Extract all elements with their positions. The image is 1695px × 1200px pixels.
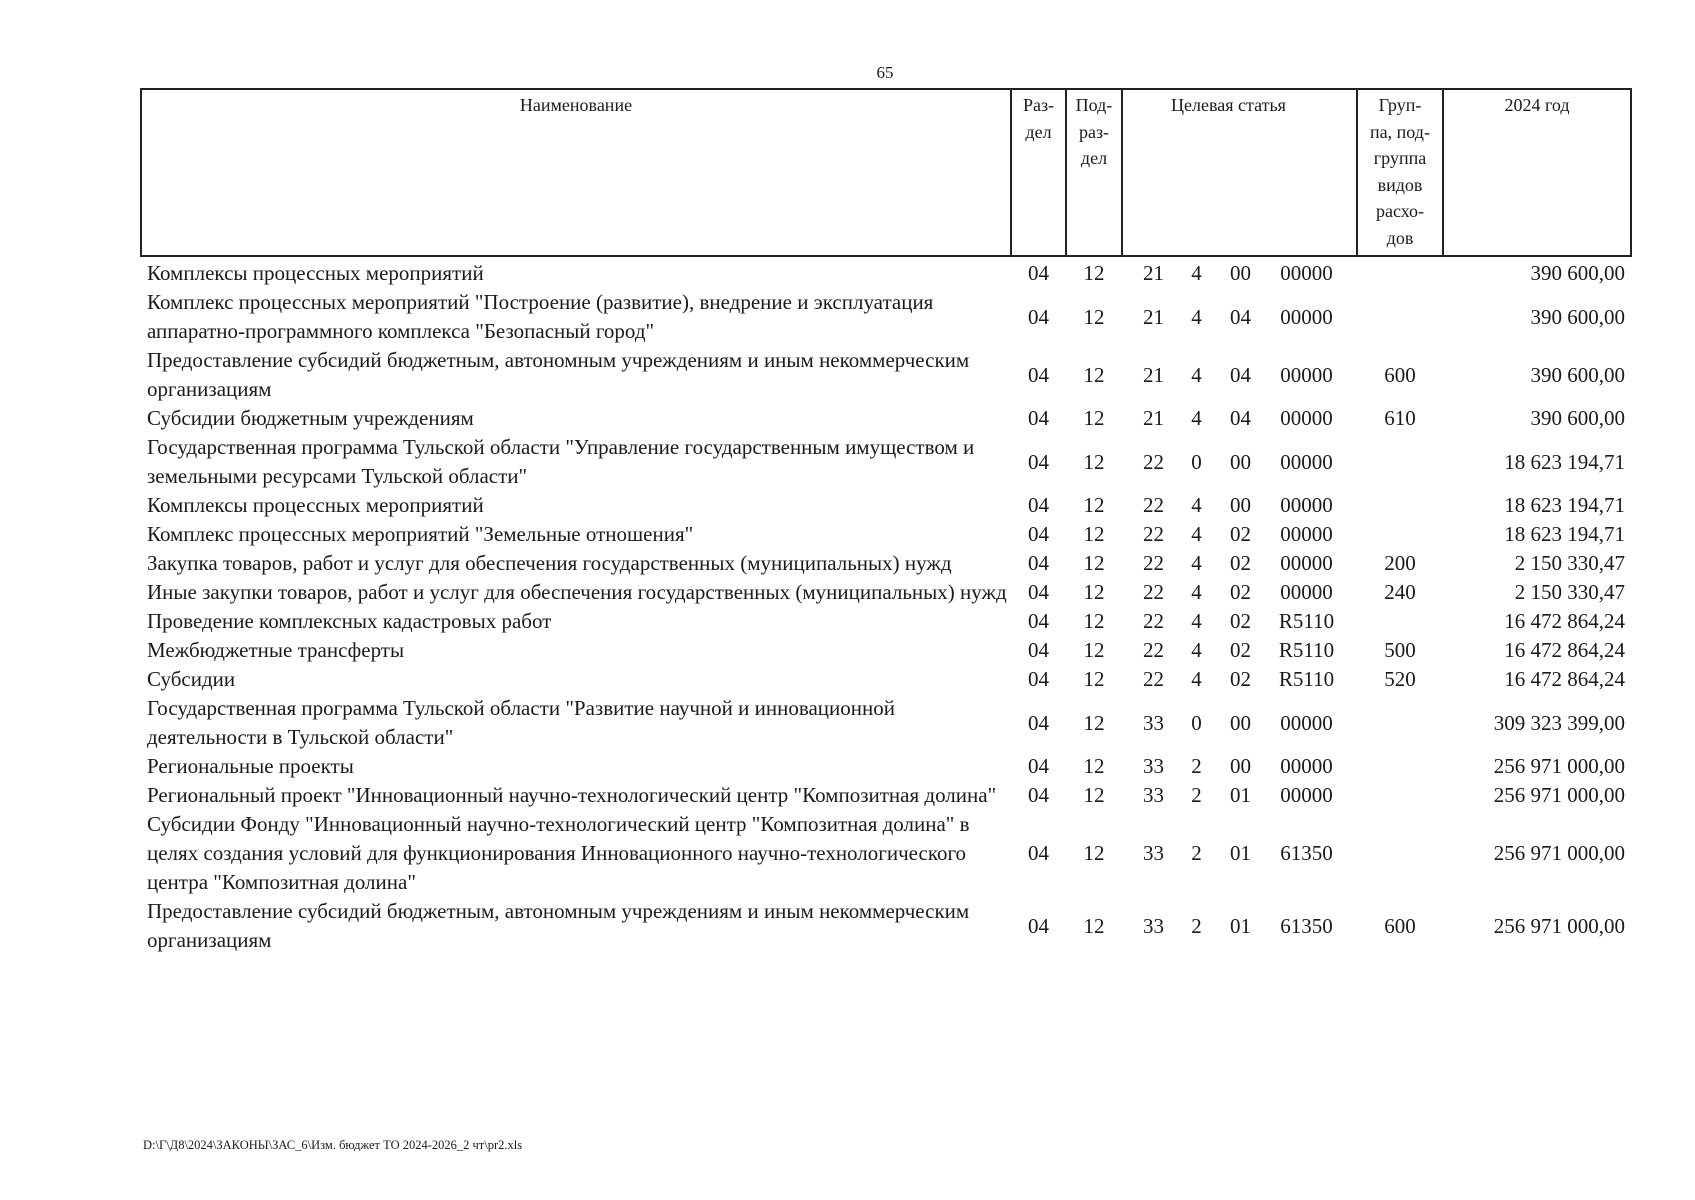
- target-code-t1: 22: [1143, 493, 1164, 517]
- header-target: Целевая статья: [1122, 89, 1357, 256]
- target-code-t3: 04: [1230, 406, 1251, 430]
- row-razdel: 04: [1028, 406, 1049, 430]
- row-amount: 390 600,00: [1530, 261, 1625, 285]
- row-name: Региональные проекты: [147, 754, 354, 778]
- target-code-t4: 00000: [1280, 406, 1333, 430]
- target-code-t3: 04: [1230, 362, 1251, 387]
- row-name: Межбюджетные трансферты: [147, 638, 405, 662]
- target-code-t1: 22: [1143, 522, 1164, 546]
- row-razdel: 04: [1028, 841, 1049, 865]
- target-code-t3: 02: [1230, 551, 1251, 575]
- row-target-article: [1122, 346, 1357, 404]
- target-code-t1: 21: [1143, 406, 1164, 430]
- row-target-article: [1122, 433, 1357, 491]
- row-razdel: 04: [1028, 304, 1049, 329]
- row-amount: 309 323 399,00: [1493, 710, 1625, 735]
- target-code-t1: 22: [1143, 667, 1164, 691]
- target-code-t3: 04: [1230, 304, 1251, 329]
- row-podrazdel: 12: [1083, 754, 1105, 778]
- row-target-article: [1122, 549, 1357, 578]
- target-code-t4: 00000: [1280, 304, 1333, 329]
- table-row: [141, 607, 1631, 636]
- target-code-t4: 00000: [1280, 783, 1333, 807]
- row-podrazdel: 12: [1083, 522, 1105, 546]
- row-group: 600: [1384, 362, 1416, 387]
- row-amount: 16 472 864,24: [1504, 609, 1625, 633]
- target-code-t1: 33: [1143, 710, 1164, 735]
- row-amount: 18 623 194,71: [1504, 493, 1625, 517]
- row-podrazdel: 12: [1083, 304, 1105, 329]
- header-razdel: Раз- дел: [1011, 89, 1066, 256]
- row-group: [1357, 694, 1443, 752]
- target-code-t3: 00: [1230, 449, 1251, 474]
- row-name: Субсидии бюджетным учреждениям: [147, 406, 474, 430]
- row-group: 610: [1384, 406, 1416, 430]
- target-code-t3: 00: [1230, 261, 1251, 285]
- row-razdel: 04: [1028, 580, 1049, 604]
- row-group: 500: [1384, 638, 1416, 662]
- row-podrazdel: 12: [1083, 913, 1105, 938]
- target-code-t1: 22: [1143, 551, 1164, 575]
- target-code-t2: 4: [1191, 304, 1202, 329]
- row-target-article: [1122, 810, 1357, 897]
- row-amount: 16 472 864,24: [1504, 638, 1625, 662]
- row-podrazdel: 12: [1083, 783, 1105, 807]
- row-podrazdel: 12: [1083, 362, 1105, 387]
- table-row: [141, 491, 1631, 520]
- row-group: [1357, 288, 1443, 346]
- row-target-article: [1122, 897, 1357, 955]
- row-razdel: 04: [1028, 551, 1049, 575]
- target-code-t4: 00000: [1280, 580, 1333, 604]
- table-row: [141, 897, 1631, 955]
- target-code-t1: 33: [1143, 913, 1164, 938]
- target-code-t2: 4: [1191, 522, 1202, 546]
- row-amount: 390 600,00: [1530, 304, 1625, 329]
- row-group: [1357, 433, 1443, 491]
- row-razdel: 04: [1028, 783, 1049, 807]
- header-year: 2024 год: [1443, 89, 1631, 256]
- row-group: [1357, 491, 1443, 520]
- row-group: [1357, 781, 1443, 810]
- row-podrazdel: 12: [1083, 406, 1105, 430]
- target-code-t3: 02: [1230, 580, 1251, 604]
- target-code-t1: 22: [1143, 638, 1164, 662]
- table-body: [141, 256, 1631, 955]
- table-row: [141, 810, 1631, 897]
- target-code-t4: R5110: [1278, 609, 1335, 633]
- table-row: [141, 433, 1631, 491]
- row-podrazdel: 12: [1083, 261, 1105, 285]
- row-name: Комплексы процессных мероприятий: [147, 261, 484, 285]
- target-code-t2: 4: [1191, 609, 1202, 633]
- target-code-t1: 22: [1143, 609, 1164, 633]
- page-number: 65: [876, 63, 894, 82]
- target-code-t2: 2: [1191, 841, 1202, 865]
- row-group: [1357, 752, 1443, 781]
- row-amount: 256 971 000,00: [1493, 913, 1625, 938]
- row-podrazdel: 12: [1083, 710, 1105, 735]
- row-name: Государственная программа Тульской области "Развитие научной и инновационной деятельности в Тульской области": [147, 696, 895, 749]
- row-razdel: 04: [1028, 362, 1049, 387]
- table-row: [141, 520, 1631, 549]
- target-code-t3: 01: [1230, 783, 1251, 807]
- target-code-t3: 00: [1230, 493, 1251, 517]
- target-code-t2: 0: [1191, 449, 1202, 474]
- target-code-t2: 4: [1191, 551, 1202, 575]
- row-name: Субсидии Фонду "Инновационный научно-технологический центр "Композитная долина" в целях создания условий для функционирования Инновационного научно-технологического центра "Композитная долина": [147, 812, 970, 894]
- row-name: Региональный проект "Инновационный научно-технологический центр "Композитная долина": [147, 783, 997, 807]
- row-razdel: 04: [1028, 667, 1049, 691]
- row-name: Субсидии: [147, 667, 236, 691]
- header-group: Груп- па, под- группа видов расхо- дов: [1357, 89, 1443, 256]
- row-podrazdel: 12: [1083, 551, 1105, 575]
- row-target-article: [1122, 288, 1357, 346]
- table-row: [141, 404, 1631, 433]
- target-code-t4: 00000: [1280, 362, 1333, 387]
- target-code-t1: 22: [1143, 580, 1164, 604]
- target-code-t4: 00000: [1280, 522, 1333, 546]
- target-code-t1: 33: [1143, 783, 1164, 807]
- row-group: 200: [1384, 551, 1416, 575]
- row-razdel: 04: [1028, 609, 1049, 633]
- target-code-t4: 00000: [1280, 754, 1333, 778]
- row-target-article: [1122, 404, 1357, 433]
- row-razdel: 04: [1028, 449, 1049, 474]
- target-code-t2: 4: [1191, 493, 1202, 517]
- target-code-t2: 4: [1191, 667, 1202, 691]
- row-podrazdel: 12: [1083, 609, 1105, 633]
- target-code-t1: 22: [1143, 449, 1164, 474]
- row-name: Проведение комплексных кадастровых работ: [147, 609, 552, 633]
- row-podrazdel: 12: [1083, 638, 1105, 662]
- row-target-article: [1122, 752, 1357, 781]
- row-amount: 256 971 000,00: [1493, 783, 1625, 807]
- row-amount: 390 600,00: [1530, 406, 1625, 430]
- row-target-article: [1122, 520, 1357, 549]
- row-amount: 2 150 330,47: [1514, 551, 1625, 575]
- row-target-article: [1122, 578, 1357, 607]
- row-name: Комплексы процессных мероприятий: [147, 493, 484, 517]
- target-code-t2: 4: [1191, 406, 1202, 430]
- target-code-t2: 4: [1191, 261, 1202, 285]
- row-group: 600: [1384, 913, 1416, 938]
- row-podrazdel: 12: [1083, 493, 1105, 517]
- target-code-t1: 33: [1143, 754, 1164, 778]
- target-code-t3: 01: [1230, 913, 1251, 938]
- row-target-article: [1122, 607, 1357, 636]
- target-code-t4: R5110: [1278, 638, 1335, 662]
- header-name: Наименование: [141, 89, 1011, 256]
- row-razdel: 04: [1028, 710, 1049, 735]
- row-podrazdel: 12: [1083, 841, 1105, 865]
- row-podrazdel: 12: [1083, 580, 1105, 604]
- table-header-row: [141, 89, 1631, 256]
- row-target-article: [1122, 256, 1357, 288]
- row-amount: 2 150 330,47: [1514, 580, 1625, 604]
- table-row: [141, 256, 1631, 288]
- table-row: [141, 578, 1631, 607]
- row-name: Закупка товаров, работ и услуг для обеспечения государственных (муниципальных) нужд: [147, 551, 952, 575]
- target-code-t2: 0: [1191, 710, 1202, 735]
- target-code-t4: 61350: [1280, 913, 1333, 938]
- row-razdel: 04: [1028, 261, 1049, 285]
- target-code-t4: 00000: [1280, 449, 1333, 474]
- row-name: Комплекс процессных мероприятий "Земельные отношения": [147, 522, 694, 546]
- target-code-t1: 21: [1143, 362, 1164, 387]
- target-code-t1: 33: [1143, 841, 1164, 865]
- target-code-t4: 61350: [1280, 841, 1333, 865]
- target-code-t1: 21: [1143, 304, 1164, 329]
- target-code-t3: 00: [1230, 710, 1251, 735]
- row-group: [1357, 607, 1443, 636]
- target-code-t2: 2: [1191, 913, 1202, 938]
- row-name: Предоставление субсидий бюджетным, автономным учреждениям и иным некоммерческим организациям: [147, 348, 970, 401]
- row-target-article: [1122, 694, 1357, 752]
- row-razdel: 04: [1028, 638, 1049, 662]
- header-podrazdel: Под- раз- дел: [1066, 89, 1122, 256]
- target-code-t4: 00000: [1280, 551, 1333, 575]
- row-amount: 18 623 194,71: [1504, 449, 1625, 474]
- budget-table: [140, 88, 1632, 955]
- target-code-t3: 02: [1230, 638, 1251, 662]
- target-code-t4: 00000: [1280, 493, 1333, 517]
- row-target-article: [1122, 636, 1357, 665]
- row-target-article: [1122, 491, 1357, 520]
- row-group: 520: [1384, 667, 1416, 691]
- table-row: [141, 752, 1631, 781]
- target-code-t4: R5110: [1278, 667, 1335, 691]
- target-code-t2: 2: [1191, 783, 1202, 807]
- target-code-t3: 02: [1230, 609, 1251, 633]
- row-razdel: 04: [1028, 493, 1049, 517]
- row-amount: 18 623 194,71: [1504, 522, 1625, 546]
- footer-file-path: D:\Г\Д8\2024\ЗАКОНЫ\ЗАС_6\Изм. бюджет ТО 2024-2026_2 чт\pr2.xls: [143, 1138, 523, 1152]
- target-code-t3: 02: [1230, 667, 1251, 691]
- target-code-t3: 01: [1230, 841, 1251, 865]
- row-name: Иные закупки товаров, работ и услуг для обеспечения государственных (муниципальных) нужд: [147, 580, 1007, 604]
- row-amount: 256 971 000,00: [1493, 841, 1625, 865]
- row-razdel: 04: [1028, 913, 1049, 938]
- target-code-t2: 4: [1191, 580, 1202, 604]
- row-group: [1357, 810, 1443, 897]
- target-code-t3: 00: [1230, 754, 1251, 778]
- row-amount: 256 971 000,00: [1493, 754, 1625, 778]
- row-razdel: 04: [1028, 522, 1049, 546]
- row-amount: 390 600,00: [1530, 362, 1625, 387]
- row-amount: 16 472 864,24: [1504, 667, 1625, 691]
- row-name: Предоставление субсидий бюджетным, автономным учреждениям и иным некоммерческим организациям: [147, 899, 970, 952]
- row-group: [1357, 256, 1443, 288]
- table-row: [141, 636, 1631, 665]
- target-code-t3: 02: [1230, 522, 1251, 546]
- target-code-t4: 00000: [1280, 710, 1333, 735]
- row-podrazdel: 12: [1083, 449, 1105, 474]
- row-name: Комплекс процессных мероприятий "Построение (развитие), внедрение и эксплуатация аппаратно-программного комплекса "Безопасный город": [147, 290, 934, 343]
- table-row: [141, 665, 1631, 694]
- row-podrazdel: 12: [1083, 667, 1105, 691]
- table-row: [141, 781, 1631, 810]
- table-row: [141, 346, 1631, 404]
- row-target-article: [1122, 781, 1357, 810]
- target-code-t2: 2: [1191, 754, 1202, 778]
- target-code-t4: 00000: [1280, 261, 1333, 285]
- target-code-t2: 4: [1191, 638, 1202, 662]
- table-row: [141, 694, 1631, 752]
- table-row: [141, 549, 1631, 578]
- row-name: Государственная программа Тульской области "Управление государственным имуществом и земельными ресурсами Тульской области": [147, 435, 975, 488]
- table-row: [141, 288, 1631, 346]
- row-razdel: 04: [1028, 754, 1049, 778]
- row-group: [1357, 520, 1443, 549]
- target-code-t1: 21: [1143, 261, 1164, 285]
- row-target-article: [1122, 665, 1357, 694]
- row-group: 240: [1384, 580, 1416, 604]
- target-code-t2: 4: [1191, 362, 1202, 387]
